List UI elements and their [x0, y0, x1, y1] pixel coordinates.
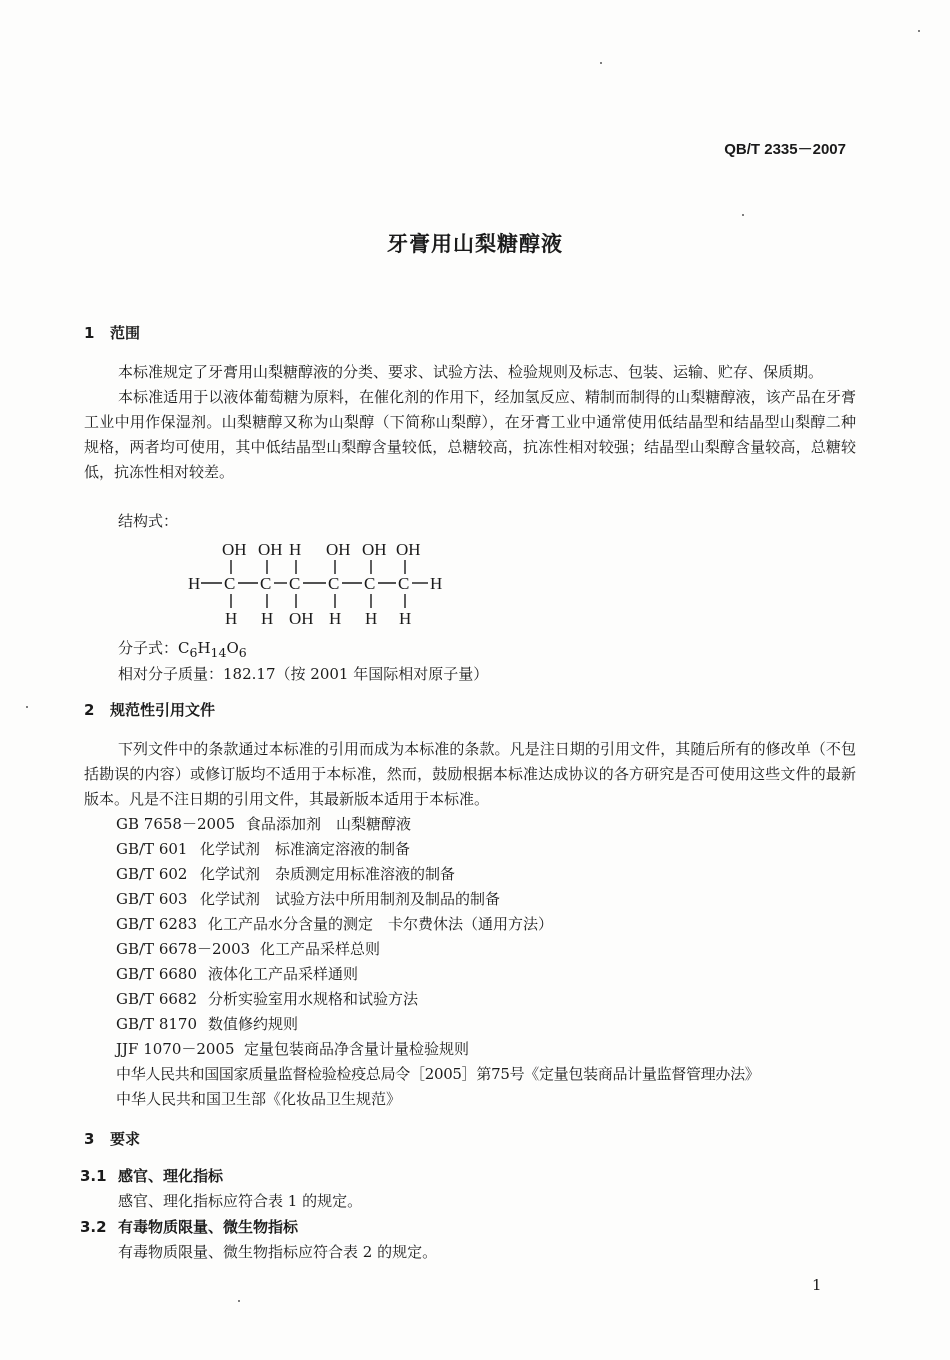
subsection-3-1-heading — [80, 1165, 223, 1186]
section-title: 规范性引用文件 — [110, 701, 216, 719]
paragraph: 本标准适用于以液体葡萄糖为原料，在催化剂的作用下，经加氢反应、精制而制得的山梨糖醇液，该产品在牙膏工业中用作保湿剂。山梨糖醇又称为山梨醇（下简称山梨醇），在牙膏工业中通常使用低结晶型和结晶型山梨醇二种规格，两者均可使用，其中低结晶型山梨醇含量较低，总糖较高，抗冻性相对较强；结晶型山梨醇含量较高，总糖较低，抗冻性相对较差。 — [84, 388, 856, 481]
page-number: 1 — [812, 1276, 822, 1294]
section-1-heading — [84, 322, 140, 343]
reference-list — [116, 812, 759, 1112]
section-number: 3 — [84, 1130, 95, 1148]
reference-item: GB/T 8170 数值修约规则 — [116, 1015, 299, 1033]
top-group: OH — [258, 540, 283, 559]
top-group: OH — [396, 540, 421, 559]
carbon: C — [224, 574, 236, 593]
section-title: 范围 — [110, 324, 141, 342]
reference-item: GB/T 6678－2003 化工产品采样总则 — [116, 940, 381, 958]
section-title: 要求 — [110, 1130, 141, 1148]
formula-bonds-top — [231, 560, 405, 574]
reference-item: GB/T 603 化学试剂 试验方法中所用制剂及制品的制备 — [116, 890, 501, 908]
reference-item: 中华人民共和国国家质量监督检验检疫总局令［2005］第75号《定量包装商品计量监督管理办法》 — [116, 1065, 760, 1083]
formula-top-row — [222, 540, 421, 559]
carbon: C — [328, 574, 340, 593]
subsection-number: 3.1 — [80, 1167, 107, 1185]
formula-value: $C_6H_{14}O_6$ — [178, 639, 247, 660]
subsection-title: 有毒物质限量、微生物指标 — [118, 1218, 299, 1236]
top-group: OH — [222, 540, 247, 559]
section-number: 2 — [84, 701, 95, 719]
reference-item: JJF 1070－2005 定量包装商品净含量计量检验规则 — [116, 1040, 470, 1058]
subsection-3-2-text: 有毒物质限量、微生物指标应符合表 2 的规定。 — [118, 1243, 438, 1261]
paragraph: 本标准规定了牙膏用山梨糖醇液的分类、要求、试验方法、检验规则及标志、包装、运输、贮存、保质期。 — [118, 363, 824, 381]
subsection-3-2-heading — [80, 1216, 298, 1237]
carbon: C — [398, 574, 410, 593]
reference-item: GB/T 6682 分析实验室用水规格和试验方法 — [116, 990, 419, 1008]
bottom-group: H — [399, 609, 412, 628]
reference-item: 中华人民共和国卫生部《化妆品卫生规范》 — [116, 1090, 402, 1108]
mass-value: 182.17（按 2001 年国际相对原子量） — [223, 665, 489, 683]
bottom-group: H — [365, 609, 378, 628]
bottom-group: OH — [289, 609, 314, 628]
scan-speck — [26, 706, 28, 708]
formula-chain — [188, 574, 442, 593]
mass-label: 相对分子质量： — [118, 665, 224, 683]
bottom-group: H — [329, 609, 342, 628]
formula-label: 分子式： — [118, 639, 179, 657]
scan-speck — [918, 30, 920, 32]
formula-bonds-bottom — [231, 594, 405, 608]
scan-speck — [238, 1300, 240, 1302]
reference-item: GB/T 602 化学试剂 杂质测定用标准溶液的制备 — [116, 865, 456, 883]
top-group: H — [289, 540, 302, 559]
subsection-3-1-text: 感官、理化指标应符合表 1 的规定。 — [118, 1192, 363, 1210]
reference-item: GB 7658－2005 食品添加剂 山梨糖醇液 — [116, 815, 412, 833]
structure-label: 结构式： — [118, 512, 179, 530]
reference-item: GB/T 601 化学试剂 标准滴定溶液的制备 — [116, 840, 411, 858]
section-3-heading — [84, 1128, 140, 1149]
section-2-heading — [84, 699, 215, 720]
section-2-intro — [84, 737, 856, 812]
section-number: 1 — [84, 324, 95, 342]
scan-speck — [742, 214, 744, 216]
bottom-group: H — [225, 609, 238, 628]
structural-formula — [186, 538, 466, 630]
carbon: C — [364, 574, 376, 593]
standard-code: QB/T 2335－2007 — [724, 141, 846, 158]
document-title: 牙膏用山梨糖醇液 — [387, 232, 563, 256]
subsection-title: 感官、理化指标 — [118, 1167, 224, 1185]
scan-speck — [600, 62, 602, 64]
carbon: C — [260, 574, 272, 593]
chain-h-right: H — [430, 574, 443, 593]
reference-item: GB/T 6283 化工产品水分含量的测定 卡尔费休法（通用方法） — [116, 915, 554, 933]
subsection-number: 3.2 — [80, 1218, 107, 1236]
reference-item: GB/T 6680 液体化工产品采样通则 — [116, 965, 359, 983]
chain-h-left: H — [188, 574, 201, 593]
formula-bottom-row — [225, 609, 411, 628]
top-group: OH — [362, 540, 387, 559]
bottom-group: H — [261, 609, 274, 628]
molecular-formula — [118, 637, 247, 660]
molecular-mass — [118, 663, 488, 684]
paragraph: 下列文件中的条款通过本标准的引用而成为本标准的条款。凡是注日期的引用文件，其随后所有的修改单（不包括勘误的内容）或修订版均不适用于本标准，然而，鼓励根据本标准达成协议的各方研究是否可使用这些文件的最新版本。凡是不注日期的引用文件，其最新版本适用于本标准。 — [84, 740, 856, 808]
top-group: OH — [326, 540, 351, 559]
section-1-body — [84, 360, 856, 485]
carbon: C — [289, 574, 301, 593]
